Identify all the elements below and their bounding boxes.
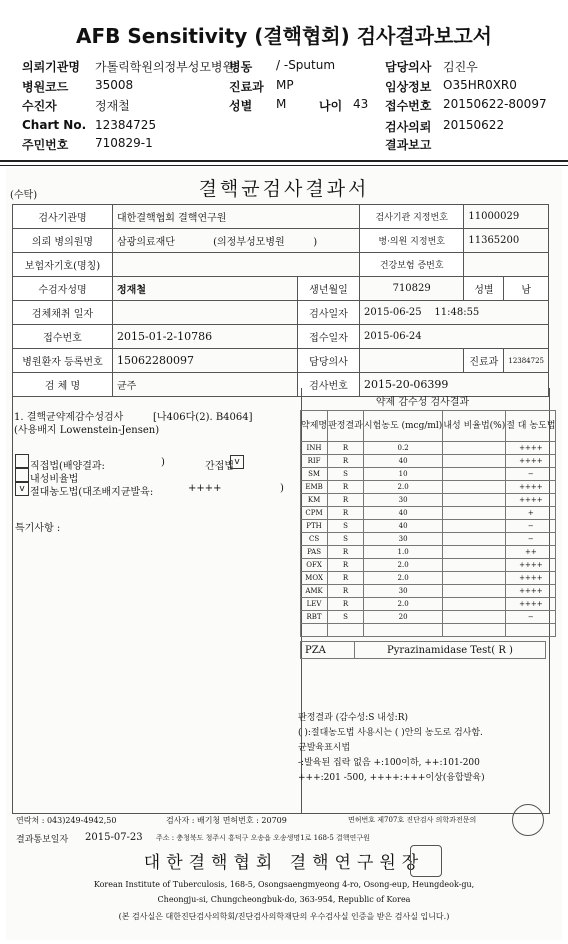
resistance-ratio-method: 내성비율법 [30, 474, 79, 485]
header-value: 12384725 [95, 118, 157, 132]
cell-absolute: ++++ [506, 559, 556, 572]
header-key: 의뢰기관명 [22, 60, 80, 74]
header-divider [0, 165, 568, 166]
page-title: AFB Sensitivity (결핵협회) 검사결과보고서 [76, 24, 492, 48]
cell-conc: 10 [363, 468, 442, 481]
cell-result: R [328, 442, 364, 455]
org-name-en: Korean Institute of Tuberculosis, 168-5, Osongsaengmyeong 4-ro, Osong-eup, Heungdeok-gu, [93, 880, 475, 889]
footer-phone: 연락처 : 043)249-4942,50 [16, 816, 117, 825]
header-value: 710829-1 [95, 136, 153, 150]
table-row [301, 468, 556, 481]
footer-license: 면허번호 제707호 진단검사 의학과전문의 [348, 816, 477, 824]
cell-label: 의뢰 병의원명 [13, 229, 113, 253]
pza-label: PZA [301, 642, 355, 659]
cell-conc: 30 [363, 585, 442, 598]
cell-absolute [506, 624, 556, 637]
table-row [301, 442, 556, 455]
cell-value: 남 [504, 277, 549, 301]
absolute-checkbox: v [15, 482, 29, 496]
cell-drug: MOX [301, 572, 328, 585]
cell-drug: KM [301, 494, 328, 507]
cell-ratio [443, 611, 506, 624]
cell-label: 진료과 [464, 349, 504, 373]
cell-value: 710829 [360, 277, 464, 301]
org-name-kr: 대한결핵협회 결핵연구원장 [143, 853, 425, 873]
header-value: 정재철 [95, 99, 130, 113]
cell-label: 병·의원 지정번호 [360, 229, 464, 253]
table-row [301, 494, 556, 507]
header-value: 20150622 [443, 118, 505, 132]
cell-ratio [443, 624, 506, 637]
col-result: 판정결과 [328, 411, 364, 442]
cell-ratio [443, 507, 506, 520]
header-value: MP [276, 78, 294, 92]
cell-value: 11365200 [464, 229, 549, 253]
cell-ratio [443, 533, 506, 546]
table-row [13, 253, 549, 277]
org-address-en: Cheongju-si, Chungcheongbuk-do, 363-954, Republic of Korea [157, 895, 411, 904]
copy-mark: (수탁) [10, 190, 38, 201]
sensitivity-table [300, 410, 556, 637]
cell-label: 검사번호 [298, 373, 360, 397]
cell-conc: 2.0 [363, 572, 442, 585]
table-row [13, 205, 549, 229]
cell-absolute: ++++ [506, 455, 556, 468]
cell-ratio [443, 494, 506, 507]
cell-result: S [328, 611, 364, 624]
cell-ratio [443, 559, 506, 572]
cell-label: 담당의사 [298, 349, 360, 373]
test-medium: (사용배지 Lowenstein-Jensen) [14, 425, 160, 436]
cell-absolute: ++++ [506, 481, 556, 494]
cell-ratio [443, 520, 506, 533]
direct-close: ) [161, 457, 165, 468]
cell-absolute: ++++ [506, 494, 556, 507]
doctor-seal [512, 804, 544, 836]
cell-drug: RBT [301, 611, 328, 624]
cell-conc: 2.0 [363, 559, 442, 572]
cell-conc: 2.0 [363, 598, 442, 611]
test-item: 1. 결핵균약제감수성검사 [14, 412, 124, 423]
header-value: M [276, 97, 287, 111]
institute-seal [410, 845, 442, 877]
cell-result: R [328, 572, 364, 585]
cell-result: R [328, 507, 364, 520]
cell-value: 대한결핵협회 결핵연구원 [113, 205, 360, 229]
header-value: 가톨릭학원의정부성모병원 [95, 60, 235, 74]
absolute-close: ) [280, 483, 284, 494]
report-date-label: 결과통보일자 [16, 835, 69, 845]
cell-result: R [328, 585, 364, 598]
cell-value: ) [313, 237, 318, 248]
header-value: 김진우 [443, 60, 478, 74]
cell-value: 2015-20-06399 [360, 373, 549, 397]
cell-value: 삼광의료재단 [117, 237, 175, 248]
legend-line: 판정결과 (감수성:S 내성:R) [298, 713, 408, 723]
cell-absolute: ++++ [506, 598, 556, 611]
certification-note: (본 검사실은 대한진단검사의학회/진단검사의학재단의 우수검사실 인증을 받은 검사실 입니다.) [118, 912, 450, 921]
cell-conc: 1.0 [363, 546, 442, 559]
cell-result: R [328, 481, 364, 494]
table-row [301, 611, 556, 624]
resist-checkbox [15, 468, 29, 482]
cell-result: R [328, 546, 364, 559]
scanned-report [6, 168, 562, 940]
header-key: 나이 [319, 99, 343, 113]
cell-conc: 20 [363, 611, 442, 624]
cell-label: 보험자기호(명칭) [13, 253, 113, 277]
test-code: [나406다(2). B4064] [153, 412, 253, 423]
cell-drug: AMK [301, 585, 328, 598]
cell-ratio [443, 455, 506, 468]
col-ratio: 내성 비율법(%) [443, 411, 506, 442]
cell-drug: CPM [301, 507, 328, 520]
legend-line: -:발육된 집락 없음 +:100이하, ++:101-200 [298, 758, 480, 768]
table-row [301, 520, 556, 533]
cell-conc: 40 [363, 455, 442, 468]
header-key: 성별 [229, 99, 253, 113]
header-value: 43 [353, 97, 369, 111]
pza-row [300, 641, 546, 659]
header-key: 결과보고 [385, 138, 432, 152]
table-row [13, 301, 549, 325]
cell-label: 검사기관명 [13, 205, 113, 229]
header-key: 병원코드 [22, 80, 69, 94]
cell-conc: 2.0 [363, 481, 442, 494]
absolute-method: 절대농도법(대조배지균발육: [30, 487, 154, 498]
table-row [13, 229, 549, 253]
cell-ratio [443, 546, 506, 559]
cell-value: 11:48:55 [434, 307, 480, 318]
legend-line: +++:201 -500, ++++:+++이상(융합발육) [298, 773, 485, 783]
cell-label: 접수번호 [13, 325, 113, 349]
sensitivity-rows [301, 442, 556, 637]
cell-absolute: − [506, 468, 556, 481]
cell-absolute: ++++ [506, 442, 556, 455]
cell-value: 2015-06-24 [360, 325, 549, 349]
cell-ratio [443, 598, 506, 611]
header-key: Chart No. [22, 118, 87, 132]
cell-conc: 0.2 [363, 442, 442, 455]
cell-absolute: ++++ [506, 585, 556, 598]
table-row [301, 624, 556, 637]
header-key: 주민번호 [22, 138, 69, 152]
cell-value: 정재철 [113, 277, 298, 301]
header-key: 진료과 [229, 80, 264, 94]
cell-drug: OFX [301, 559, 328, 572]
cell-label: 검 체 명 [13, 373, 113, 397]
cell-label: 접수일자 [298, 325, 360, 349]
table-row [13, 349, 549, 373]
header-value: / -Sputum [276, 58, 336, 72]
cell-ratio [443, 585, 506, 598]
col-conc: 시험농도 (mcg/ml) [363, 411, 442, 442]
cell-value: 2015-06-25 [364, 307, 422, 318]
header-key: 병동 [229, 60, 253, 74]
cell-drug: RIF [301, 455, 328, 468]
header-key: 임상정보 [385, 80, 432, 94]
report-date: 2015-07-23 [85, 832, 143, 843]
cell-drug: EMB [301, 481, 328, 494]
table-row [301, 585, 556, 598]
cell-label: 생년월일 [298, 277, 360, 301]
cell-drug [301, 624, 328, 637]
cell-value: 2015-01-2-10786 [113, 325, 298, 349]
direct-method: 직접법(배양결과: [30, 461, 105, 472]
cell-label: 건강보험 증번호 [360, 253, 464, 277]
cell-ratio [443, 572, 506, 585]
cell-label: 성별 [464, 277, 504, 301]
pza-value: Pyrazinamidase Test( R ) [355, 642, 546, 659]
cell-label: 검사기관 지정번호 [360, 205, 464, 229]
header-key: 담당의사 [385, 60, 432, 74]
table-row [13, 277, 549, 301]
header-key: 수진자 [22, 99, 57, 113]
table-row [301, 455, 556, 468]
legend-line: 균발육표시법 [298, 743, 351, 753]
cell-result: S [328, 468, 364, 481]
cell-conc: 30 [363, 533, 442, 546]
cell-ratio [443, 468, 506, 481]
direct-checkbox [15, 454, 29, 468]
cell-absolute: ++ [506, 546, 556, 559]
report-title: 결핵균검사결과서 [198, 178, 370, 200]
cell-result: S [328, 533, 364, 546]
cell-result: R [328, 455, 364, 468]
cell-drug: PTH [301, 520, 328, 533]
footer-tester: 검사자 : 배기청 면허번호 : 20709 [166, 816, 287, 825]
table-header-row [301, 411, 556, 442]
cell-absolute: − [506, 533, 556, 546]
cell-ratio [443, 481, 506, 494]
table-row [301, 598, 556, 611]
cell-absolute: + [506, 507, 556, 520]
cell-value: 균주 [113, 373, 298, 397]
info-table [12, 204, 549, 397]
table-row [13, 325, 549, 349]
indirect-checkbox: v [230, 455, 244, 469]
cell-value: 15062280097 [113, 349, 298, 373]
cell-drug: SM [301, 468, 328, 481]
cell-drug: CS [301, 533, 328, 546]
header-key: 접수번호 [385, 99, 432, 113]
cell-absolute: − [506, 611, 556, 624]
cell-ratio [443, 442, 506, 455]
cell-drug: INH [301, 442, 328, 455]
cell-value: 12384725 [504, 349, 549, 373]
cell-result: S [328, 520, 364, 533]
header-value: 35008 [95, 78, 134, 92]
cell-result: R [328, 598, 364, 611]
col-drug: 약제명 [301, 411, 328, 442]
sens-caption: 약제 감수성 검사결과 [375, 397, 470, 408]
table-row [301, 546, 556, 559]
cell-drug: LEV [301, 598, 328, 611]
header-key: 검사의뢰 [385, 120, 432, 134]
table-row [301, 572, 556, 585]
legend [298, 711, 485, 786]
cell-conc [363, 624, 442, 637]
cell-conc: 30 [363, 494, 442, 507]
cell-value: 11000029 [464, 205, 549, 229]
cell-result: R [328, 494, 364, 507]
absolute-value: ++++ [188, 483, 222, 494]
header-value: O35HR0XR0 [443, 78, 517, 92]
indirect-method: 간접법 [205, 461, 234, 472]
legend-line: ( ):절대농도법 사용시는 ( )안의 농도로 검사함. [298, 728, 483, 738]
cell-result: R [328, 559, 364, 572]
cell-value: (의정부성모병원 [213, 237, 285, 248]
cell-drug: PAS [301, 546, 328, 559]
table-row [301, 533, 556, 546]
remarks-label: 특기사항 : [15, 523, 61, 534]
table-row [301, 559, 556, 572]
table-row [301, 481, 556, 494]
header-value: 20150622-80097 [443, 97, 547, 111]
col-absolute: 절 대 농도법 [506, 411, 556, 442]
cell-label: 병원환자 등록번호 [13, 349, 113, 373]
cell-conc: 40 [363, 507, 442, 520]
cell-absolute: − [506, 520, 556, 533]
footer-address: 주소 : 충청북도 청주시 흥덕구 오송읍 오송생명1로 168-5 결핵연구원 [156, 834, 370, 842]
table-row [301, 507, 556, 520]
cell-result [328, 624, 364, 637]
cell-conc: 40 [363, 520, 442, 533]
cell-label: 검체채취 일자 [13, 301, 113, 325]
cell-label: 수검자성명 [13, 277, 113, 301]
header-divider [0, 160, 568, 162]
left-panel [12, 388, 302, 814]
cell-absolute: ++++ [506, 572, 556, 585]
cell-label: 검사일자 [298, 301, 360, 325]
